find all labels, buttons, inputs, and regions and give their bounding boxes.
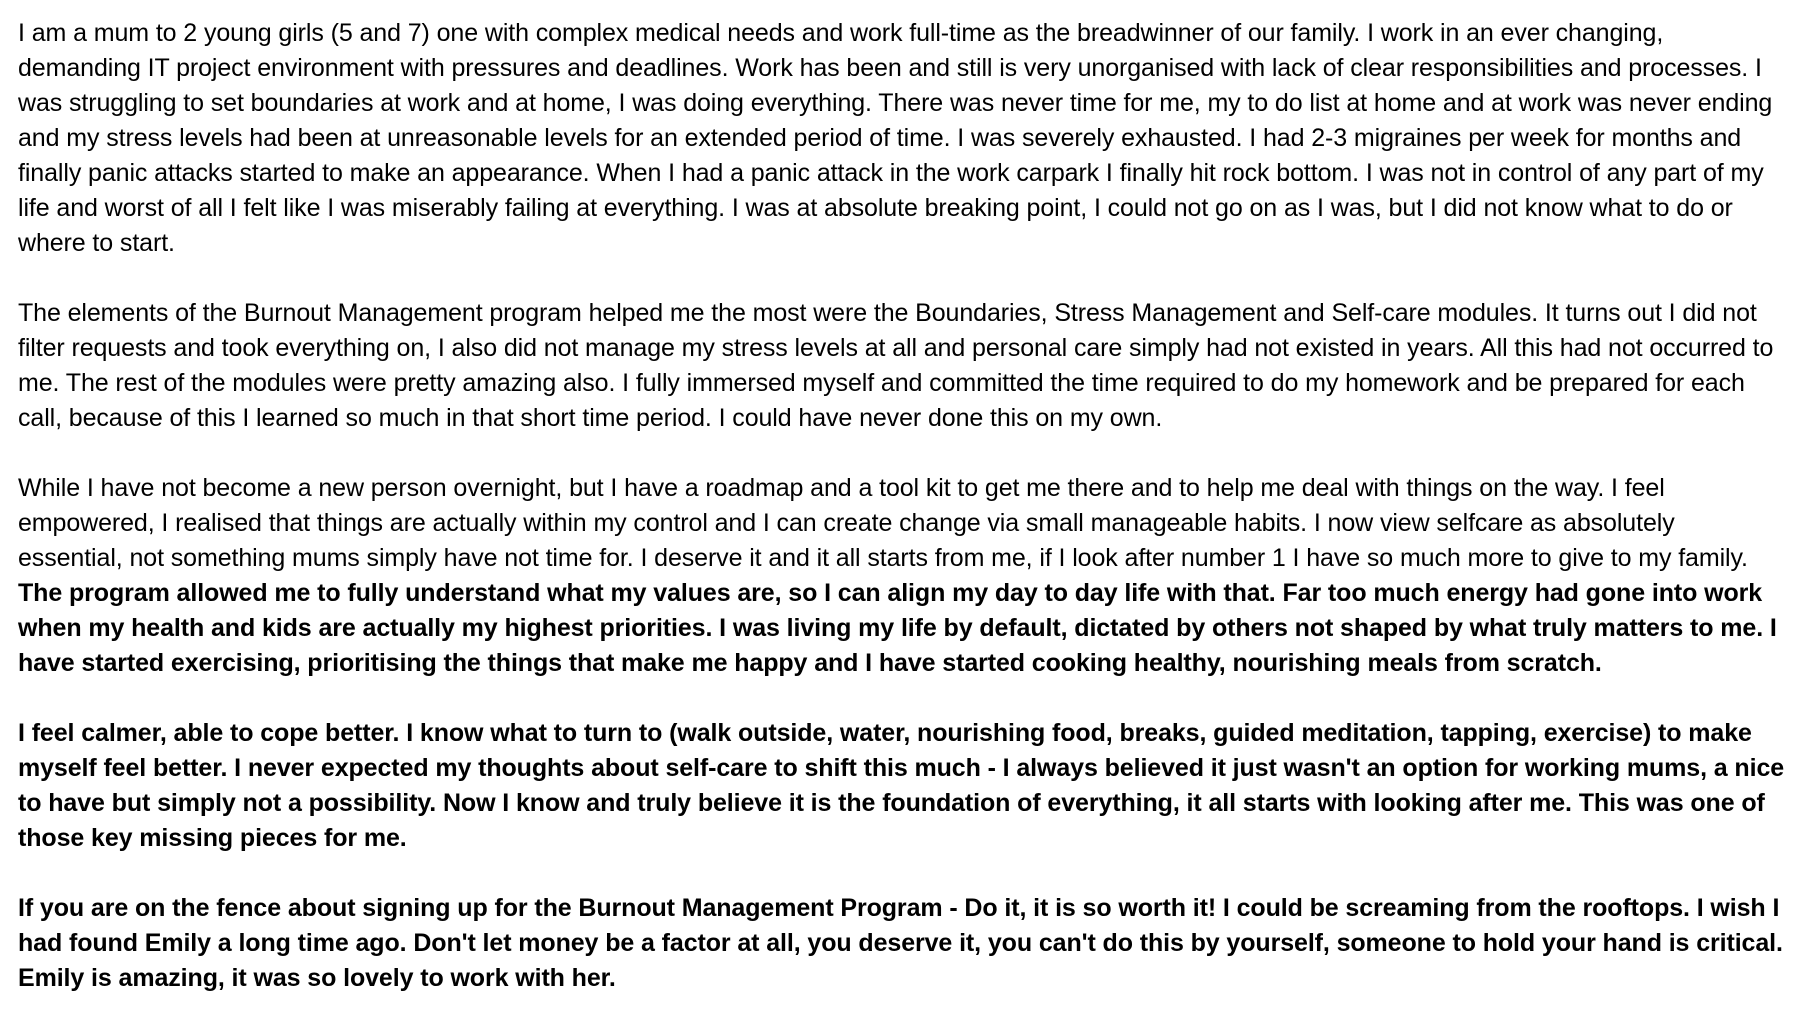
paragraph-outcomes-regular-text: While I have not become a new person overnight, but I have a roadmap and a tool kit to get me there and to help me deal with things on the way. I feel empowered, I realised that things are actually within my control and I can create change via small manageable habits. I now view selfcare as absolutely essential, not something mums simply have not time for. I deserve it and it all starts from me, if I look after number 1 I have so much more to give to my family. [18, 474, 1748, 572]
paragraph-background-text: I am a mum to 2 young girls (5 and 7) one with complex medical needs and work full-time as the breadwinner of our family. I work in an ever changing, demanding IT project environment with pressures and deadlines. Work has been and still is very unorganised with lack of clear responsibilities and processes. I was struggling to set boundaries at work and at home, I was doing everything. There was never time for me, my to do list at home and at work was never ending and my stress levels had been at unreasonable levels for an extended period of time. I was severely exhausted. I had 2-3 migraines per week for months and finally panic attacks started to make an appearance. When I had a panic attack in the work carpark I finally hit rock bottom. I was not in control of any part of my life and worst of all I felt like I was miserably failing at everything. I was at absolute breaking point, I could not go on as I was, but I did not know what to do or where to start. [18, 19, 1773, 257]
paragraph-outcomes-bold-text: The program allowed me to fully understand what my values are, so I can align my day to day life with that. Far too much energy had gone into work when my health and kids are actually my highest priorities. I was living my life by default, dictated by others not shaped by what truly matters to me. I have started exercising, prioritising the things that make me happy and I have started cooking healthy, nourishing meals from scratch. [18, 579, 1777, 677]
paragraph-program-elements-text: The elements of the Burnout Management program helped me the most were the Boundaries, Stress Management and Self-care modules. It turns out I did not filter requests and took everything on, I also did not manage my stress levels at all and personal care simply had not existed in years. All this had not occurred to me. The rest of the modules were pretty amazing also. I fully immersed myself and committed the time required to do my homework and be prepared for each call, because of this I learned so much in that short time period. I could have never done this on my own. [18, 299, 1774, 432]
paragraph-recommendation [18, 891, 1786, 996]
paragraph-program-elements [18, 296, 1786, 436]
paragraph-outcomes [18, 471, 1786, 681]
paragraph-feelings-text: I feel calmer, able to cope better. I know what to turn to (walk outside, water, nourishing food, breaks, guided meditation, tapping, exercise) to make myself feel better. I never expected my thoughts about self-care to shift this much - I always believed it just wasn't an option for working mums, a nice to have but simply not a possibility. Now I know and truly believe it is the foundation of everything, it all starts with looking after me. This was one of those key missing pieces for me. [18, 719, 1785, 852]
paragraph-feelings [18, 716, 1786, 856]
paragraph-background [18, 16, 1786, 261]
paragraph-recommendation-text: If you are on the fence about signing up for the Burnout Management Program - Do it, it is so worth it! I could be screaming from the rooftops. I wish I had found Emily a long time ago. Don't let money be a factor at all, you deserve it, you can't do this by yourself, someone to hold your hand is critical. Emily is amazing, it was so lovely to work with her. [18, 894, 1783, 992]
